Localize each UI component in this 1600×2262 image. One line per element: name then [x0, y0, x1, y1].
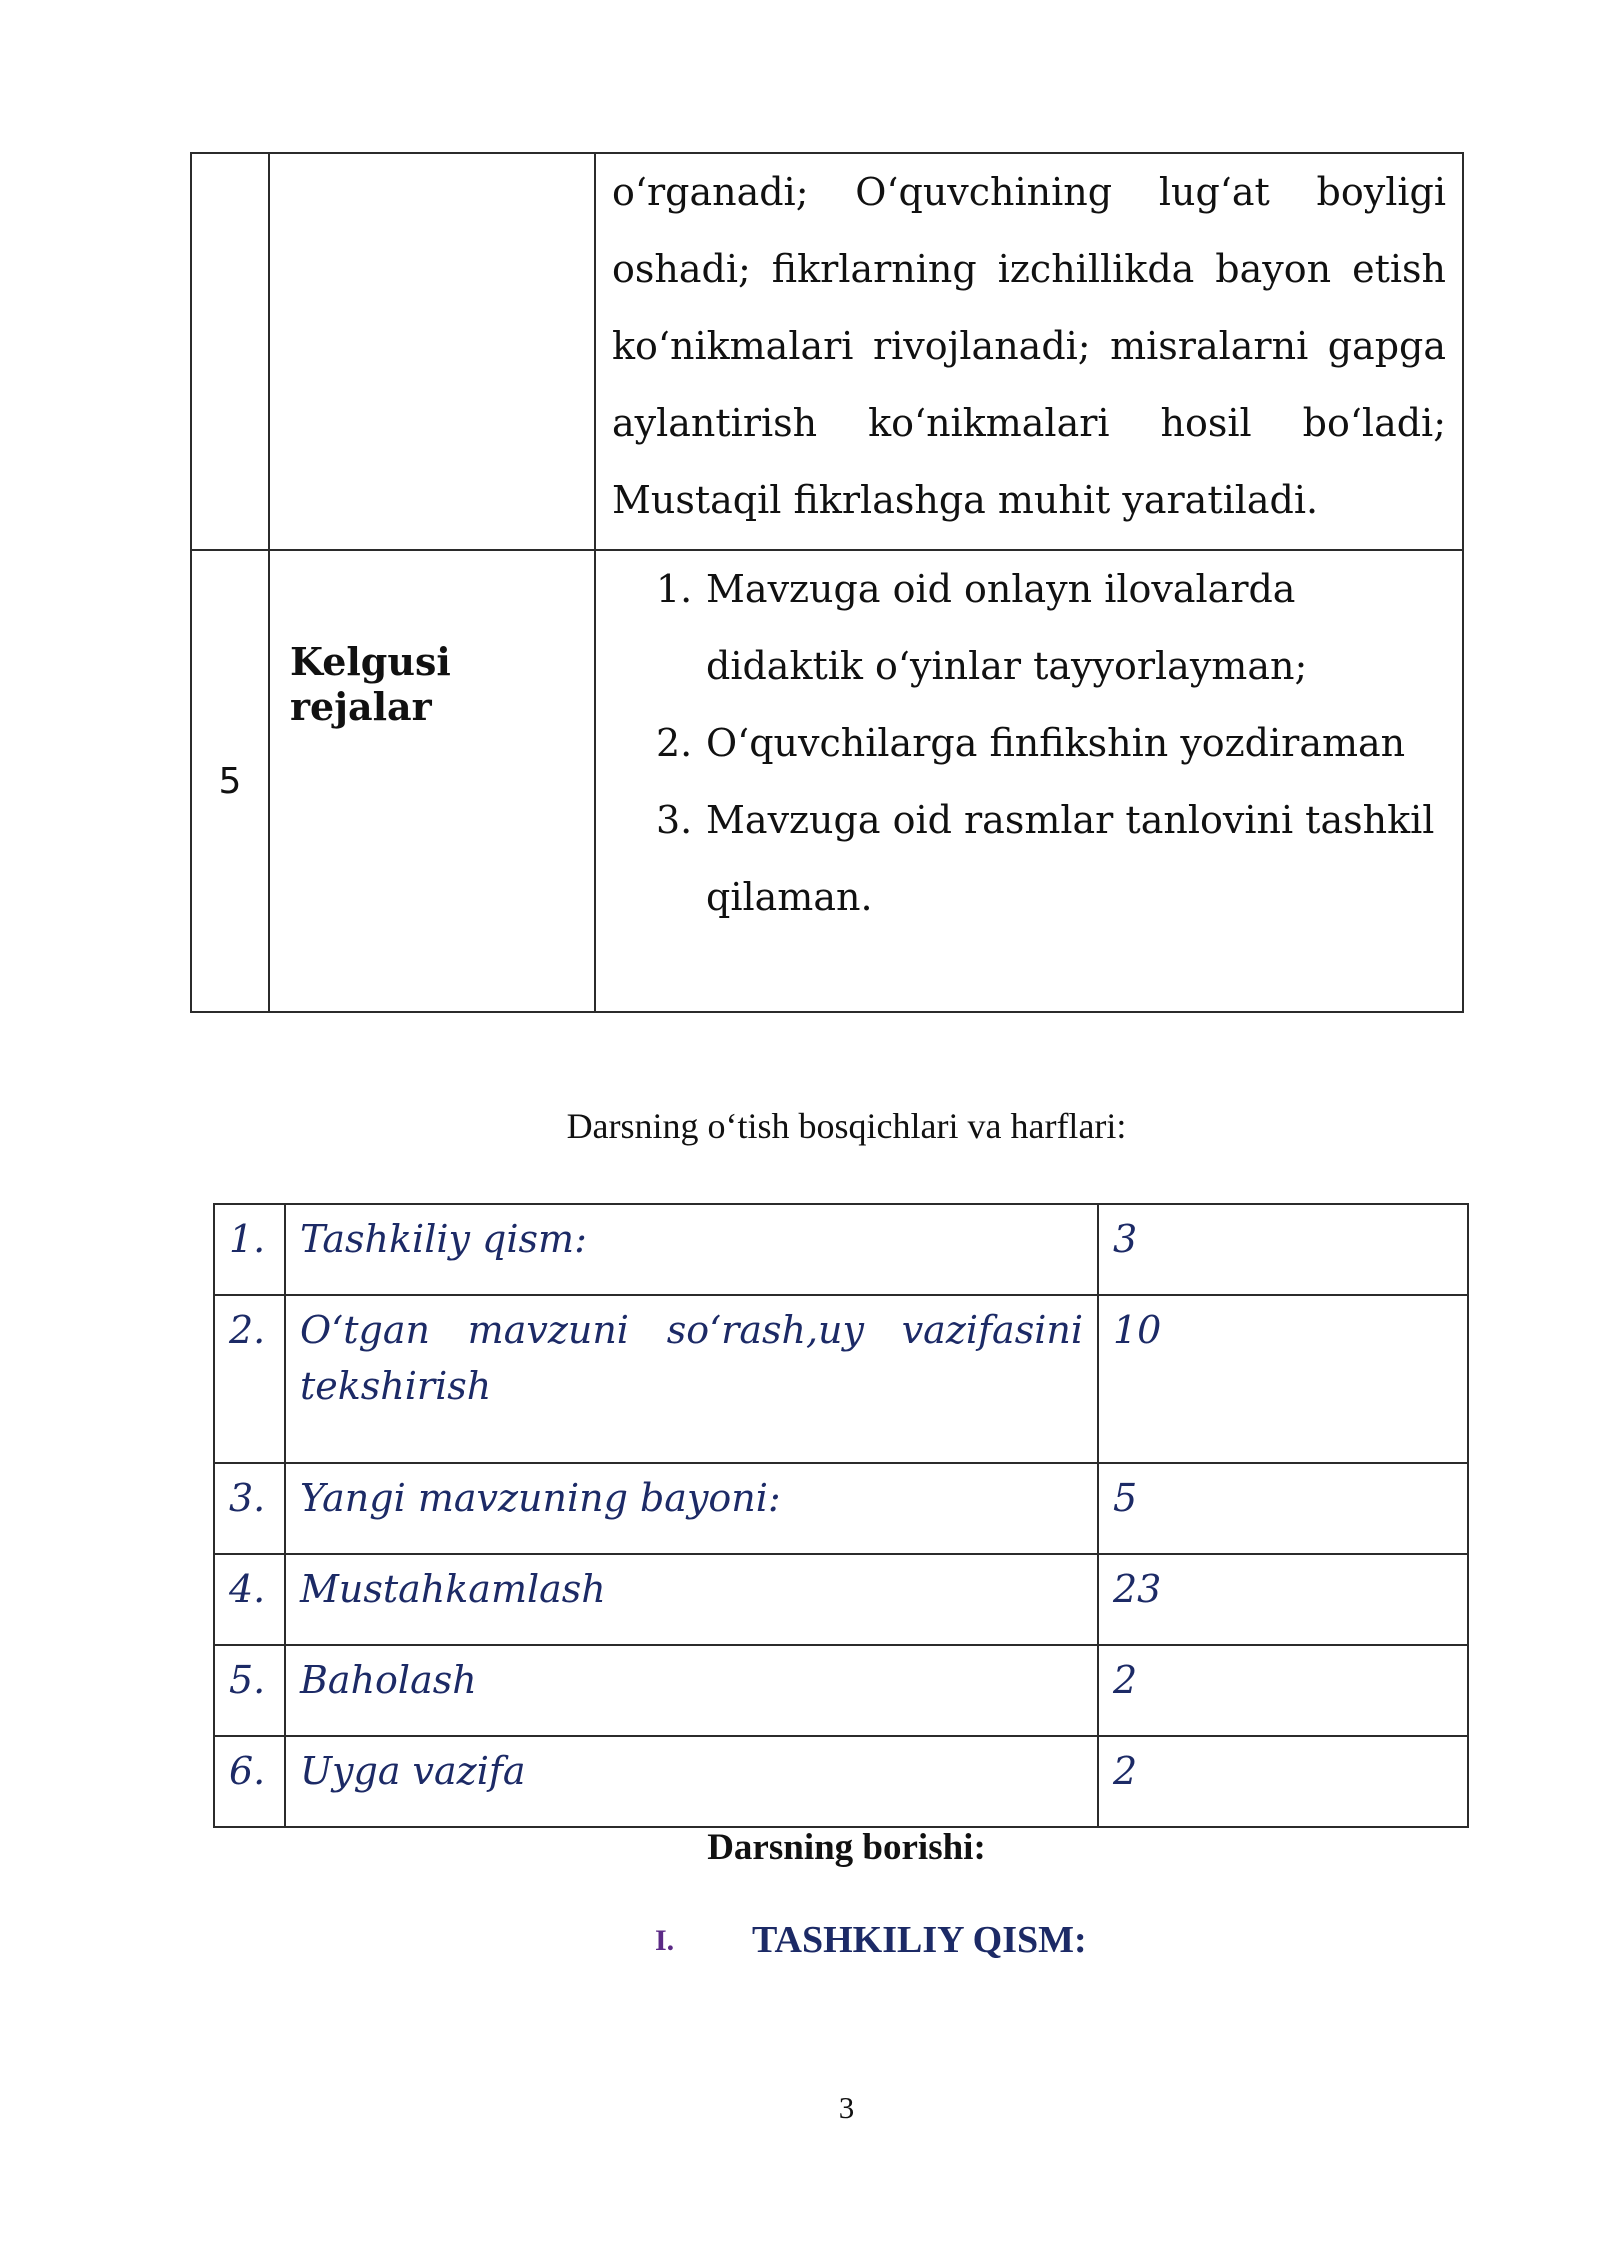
table-caption: Darsning o‘tish bosqichlari va harflari: — [566, 1106, 1127, 1146]
stage-minutes: 2 — [1098, 1736, 1468, 1827]
stage-name: Uyga vazifa — [285, 1736, 1098, 1827]
future-plans-list — [596, 551, 1462, 936]
stage-name: Tashkiliy qism: — [285, 1204, 1098, 1295]
stage-name: Mustahkamlash — [285, 1554, 1098, 1645]
list-item — [596, 705, 1462, 782]
stage-minutes: 23 — [1098, 1554, 1468, 1645]
list-marker: 1. — [656, 567, 693, 611]
stage-number: 3. — [214, 1463, 285, 1554]
section-roman-numeral: I. — [655, 1924, 675, 1957]
table-row — [214, 1463, 1468, 1554]
table-row — [214, 1295, 1468, 1463]
stage-minutes: 2 — [1098, 1645, 1468, 1736]
table-row — [214, 1645, 1468, 1736]
stage-minutes: 3 — [1098, 1204, 1468, 1295]
row-number-cell — [191, 153, 269, 550]
row-title-cell: Kelgusi rejalar — [269, 550, 595, 1012]
list-marker: 3. — [656, 798, 693, 842]
stage-name: Baholash — [285, 1645, 1098, 1736]
section-title: TASHKILIY QISM: — [752, 1919, 1087, 1961]
stage-number: 1. — [214, 1204, 285, 1295]
table-row — [191, 153, 1463, 550]
row-title-cell — [269, 153, 595, 550]
row-number-cell: 5 — [191, 550, 269, 1012]
list-item — [596, 551, 1462, 705]
list-item-text: Mavzuga oid rasmlar tanlovini tashkil qilaman. — [706, 798, 1435, 919]
lesson-stages-table — [213, 1203, 1469, 1828]
row-content-cell — [595, 550, 1463, 1012]
list-item-text: Mavzuga oid onlayn ilovalarda didaktik o‘yinlar tayyorlayman; — [706, 567, 1308, 688]
stage-number: 5. — [214, 1645, 285, 1736]
list-item — [596, 782, 1462, 936]
list-item-text: O‘quvchilarga finfikshin yozdiraman — [706, 721, 1406, 765]
lesson-flow-heading: Darsning borishi: — [707, 1827, 986, 1868]
table-row — [214, 1554, 1468, 1645]
page-number: 3 — [838, 2090, 855, 2125]
table-row — [214, 1204, 1468, 1295]
stage-number: 2. — [214, 1295, 285, 1463]
stage-minutes: 10 — [1098, 1295, 1468, 1463]
table-row — [191, 550, 1463, 1012]
list-marker: 2. — [656, 721, 693, 765]
section-heading — [0, 1918, 1600, 1968]
reflection-table — [190, 152, 1464, 1013]
table-row — [214, 1736, 1468, 1827]
stage-number: 4. — [214, 1554, 285, 1645]
stage-number: 6. — [214, 1736, 285, 1827]
stage-minutes: 5 — [1098, 1463, 1468, 1554]
outcome-text: o‘rganadi; O‘quvchining lug‘at boyligi oshadi; fikrlarning izchillikda bayon etish ko‘nikmalari rivojlanadi; misralarni gapga aylantirish ko‘nikmalari hosil bo‘ladi; Mustaqil fikrlashga muhit yaratiladi. — [612, 170, 1446, 522]
row-content-cell — [595, 153, 1463, 550]
stage-name: O‘tgan mavzuni so‘rash,uy vazifasini tekshirish — [285, 1295, 1098, 1463]
stage-name: Yangi mavzuning bayoni: — [285, 1463, 1098, 1554]
